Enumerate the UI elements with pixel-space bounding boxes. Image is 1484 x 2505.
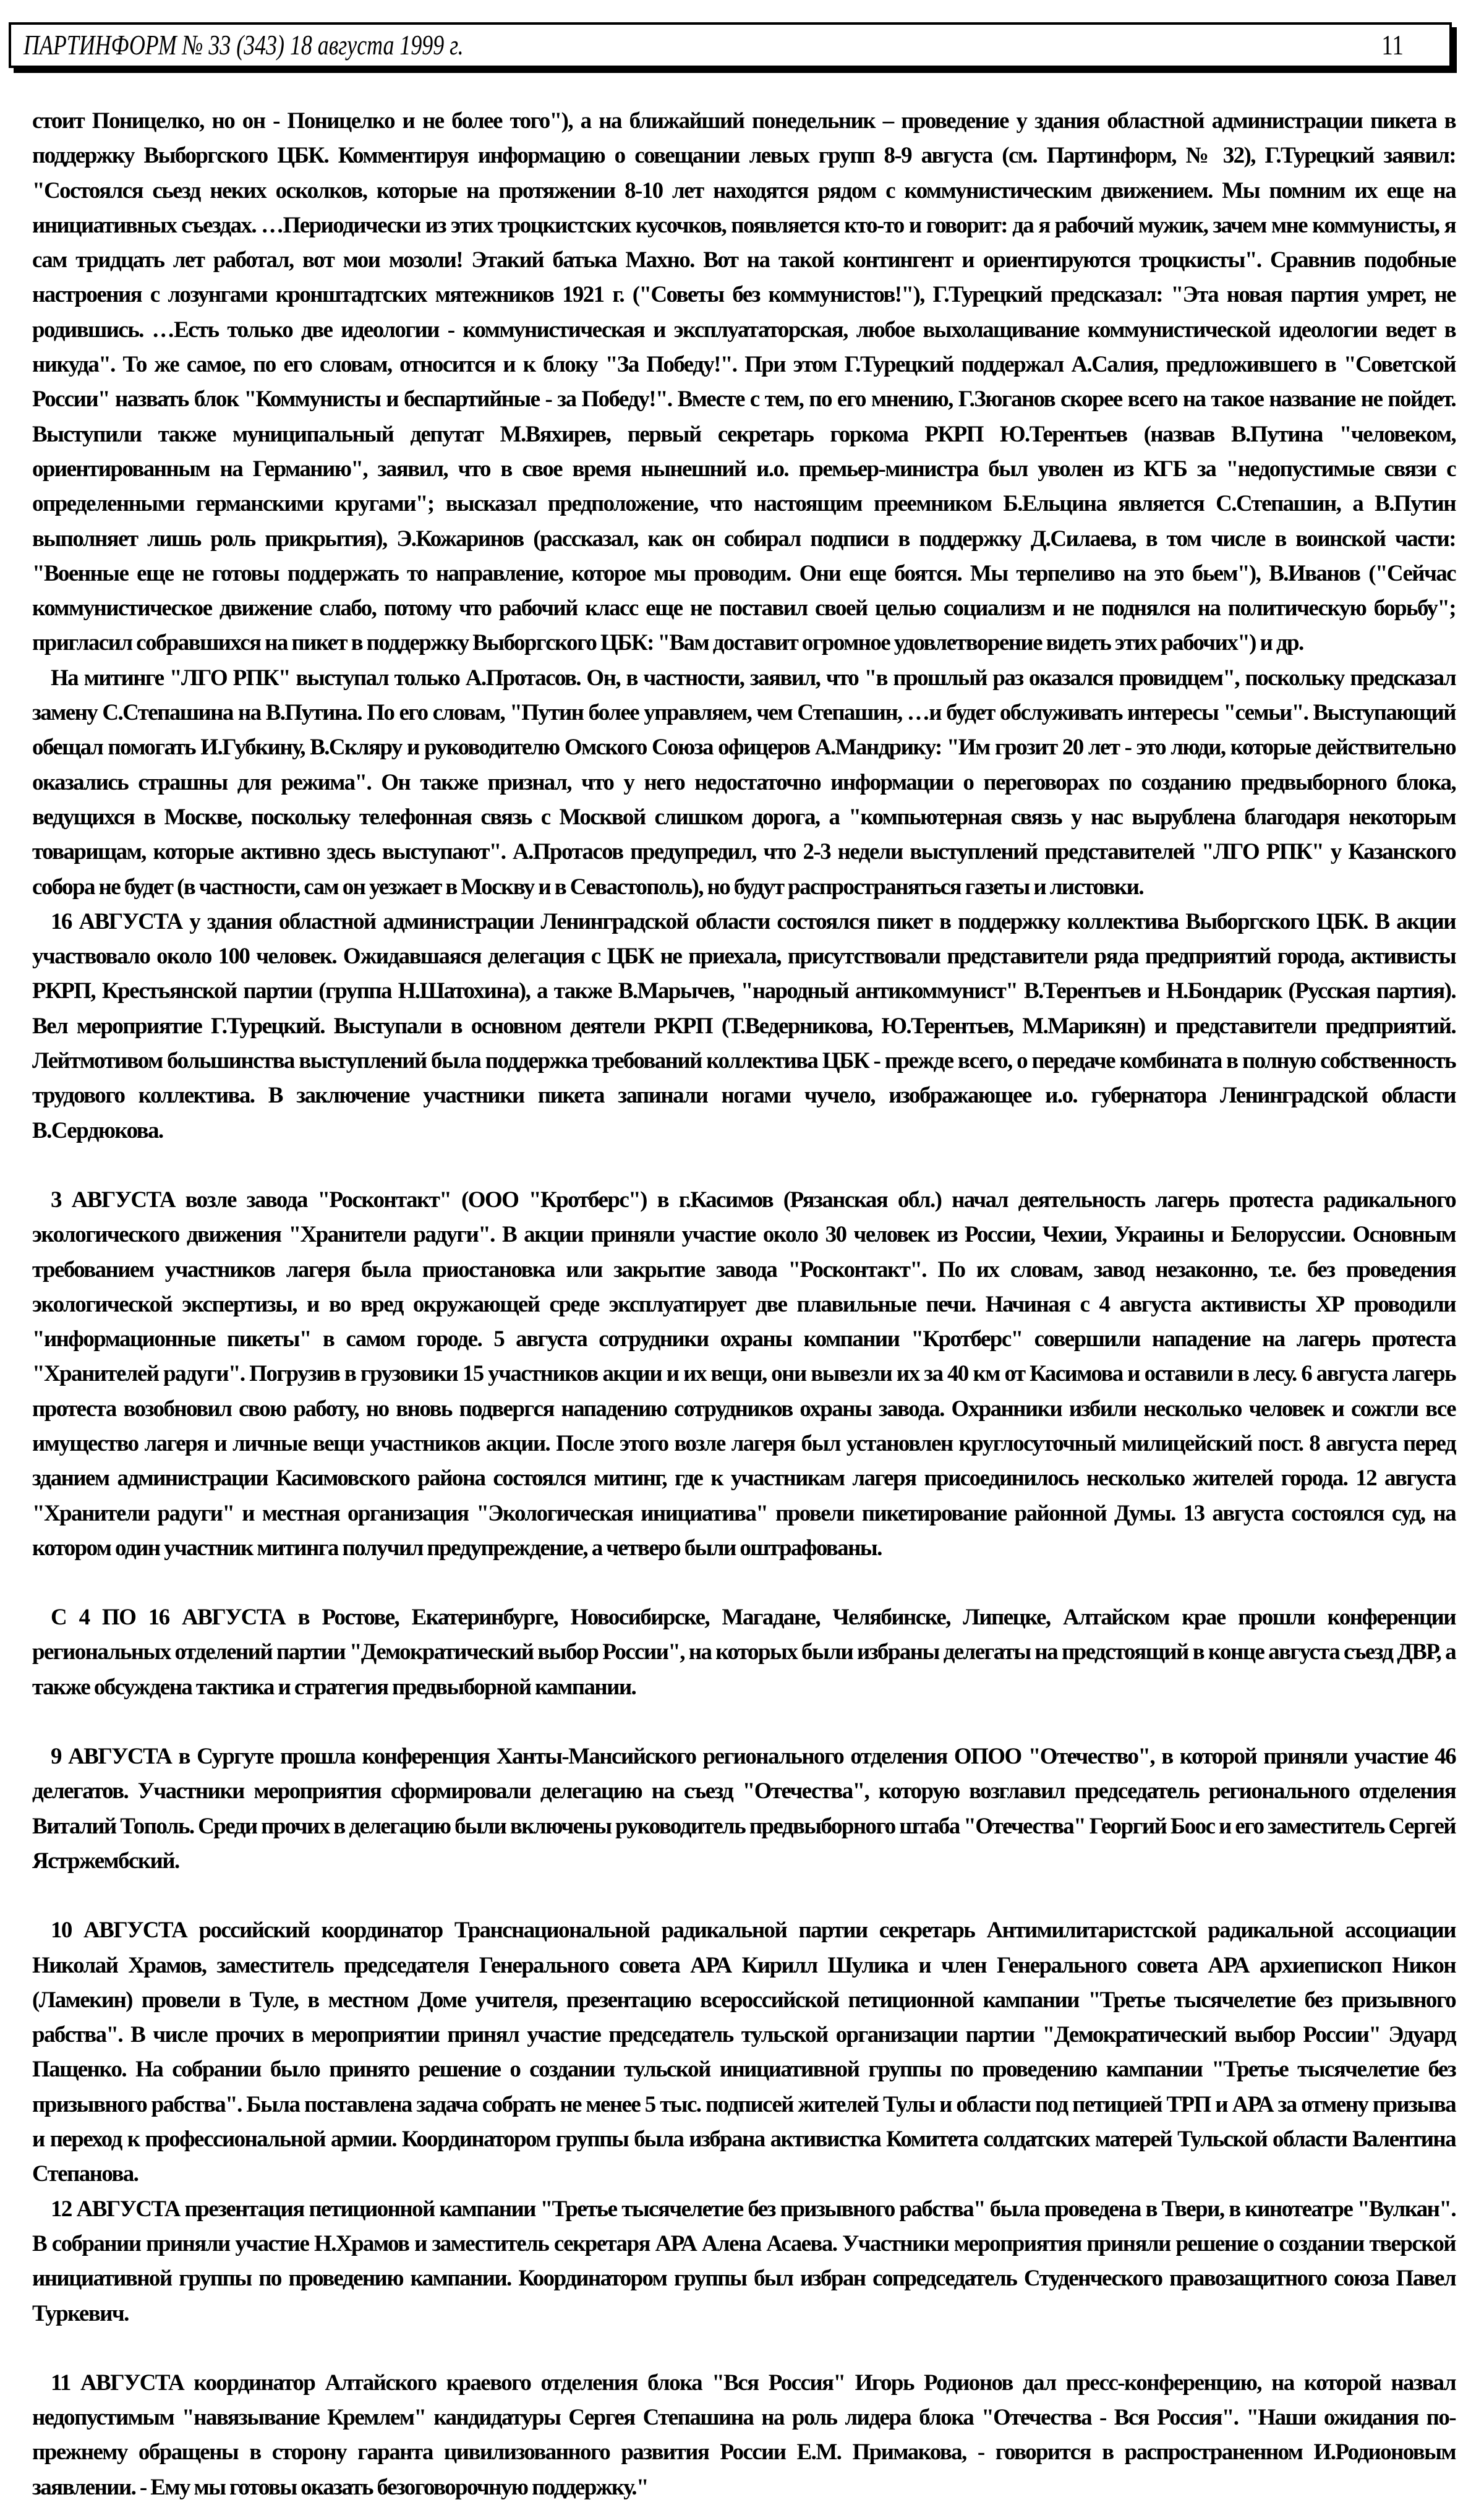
- paragraph-dvr-conferences: С 4 ПО 16 АВГУСТА в Ростове, Екатеринбурге, Новосибирске, Магадане, Челябинске, Липецке, Алтайском крае прошли конференции региональных отделений партии "Демократический выбор России", на которых были избраны делегаты на предстоящий в конце августа съезд ДВР, а также обсуждена тактика и стратегия предвыборной кампании.: [32, 1605, 1456, 1700]
- paragraph-aug10-tula: 10 АВГУСТА российский координатор Транснациональной радикальной партии секретарь Антимилитаристской радикальной ассоциации Николай Храмов, заместитель председателя Генерального совета АРА Кирилл Шулика и член Генерального совета АРА архиепископ Никон (Ламекин) провели в Туле, в местном Доме учителя, презентацию всероссийской петиционной кампании "Третье тысячелетие без призывного рабства". В числе прочих в мероприятии принял участие председатель тульской организации партии "Демократический выбор России" Эдуард Пащенко. На собрании было принято решение о создании тульской инициативной группы по проведению кампании "Третье тысячелетие без призывного рабства". Была поставлена задача собрать не менее 5 тыс. подписей жителей Тулы и области под петицией ТРП и АРА за отмену призыва и переход к профессиональной армии. Координатором группы была избрана активистка Комитета солдатских матерей Тульской области Валентина Степанова.: [32, 1918, 1456, 2187]
- paragraph-aug11-altai: 11 АВГУСТА координатор Алтайского краевого отделения блока "Вся Россия" Игорь Родионов дал пресс-конференцию, на которой назвал недопустимым "навязывание Кремлем" кандидатуры Сергея Степашина на роль лидера блока "Отечества - Вся Россия". "Наши ожидания по-прежнему обращены в сторону гаранта цивилизованного развития России Е.М. Примакова, - говорится в распространенном И.Родионовым заявлении. - Ему мы готовы оказать безоговорочную поддержку.": [32, 2370, 1456, 2500]
- paragraph-lgo-rpk-rally: На митинге "ЛГО РПК" выступал только А.Протасов. Он, в частности, заявил, что "в прошлый раз оказался провидцем", поскольку предсказал замену С.Степашина на В.Путина. По его словам, "Путин более управляем, чем Степашин, …и будет обслуживать интересы "семьи". Выступающий обещал помогать И.Губкину, В.Скляру и руководителю Омского Союза офицеров А.Мандрику: "Им грозит 20 лет - это люди, которые действительно оказались страшны для режима". Он также признал, что у него недостаточно информации о переговорах по созданию предвыборного блока, ведущихся в Москве, поскольку телефонная связь с Москвой слишком дорога, а "компьютерная связь у нас вырублена благодаря некоторым товарищам, которые активно здесь выступают". А.Протасов предупредил, что 2-3 недели выступлений представителей "ЛГО РПК" у Казанского собора не будет (в частности, сам он уезжает в Москву и в Севастополь), но будут распространяться газеты и листовки.: [32, 665, 1456, 900]
- page-number: 11: [1381, 29, 1404, 61]
- paragraph-turetsky-meeting: стоит Поницелко, но он - Поницелко и не более того"), а на ближайший понедельник – проведение у здания областной администрации пикета в поддержку Выборгского ЦБК. Комментируя информацию о совещании левых групп 8-9 августа (см. Партинформ, № 32), Г.Турецкий заявил: "Состоялся сьезд неких осколков, которые на протяжении 8-10 лет находятся рядом с коммунистическим движением. Мы помним их еще на инициативных съездах. …Периодически из этих троцкистских кусочков, появляется кто-то и говорит: да я рабочий мужик, зачем мне коммунисты, я сам тридцать лет работал, вот мои мозоли! Этакий батька Махно. Вот на такой контингент и ориентируются троцкисты". Сравнив подобные настроения с лозунгами кронштадтских мятежников 1921 г. ("Советы без коммунистов!"), Г.Турецкий предсказал: "Эта новая партия умрет, не родившись. …Есть только две идеологии - коммунистическая и эксплуататорская, любое выхолащивание коммунистической идеологии ведет в никуда". То же самое, по его словам, относится и к блоку "За Победу!". При этом Г.Турецкий поддержал А.Салия, предложившего в "Советской России" назвать блок "Коммунисты и беспартийные - за Победу!". Вместе с тем, по его мнению, Г.Зюганов скорее всего на такое название не пойдет. Выступили также муниципальный депутат М.Вяхирев, первый секретарь горкома РКРП Ю.Терентьев (назвав В.Путина "человеком, ориентированным на Германию", заявил, что в свое время нынешний и.о. премьер-министра был уволен из КГБ за "недопустимые связи с определенными германскими кругами"; высказал предположение, что настоящим преемником Б.Ельцина является С.Степашин, а В.Путин выполняет лишь роль прикрытия), Э.Кожаринов (рассказал, как он собирал подписи в поддержку Д.Силаева, в том числе в воинской части: "Военные еще не готовы поддержать то направление, которое мы проводим. Они еще боятся. Мы терпеливо на это бьем"), В.Иванов ("Сейчас коммунистическое движение слабо, потому что рабочий класс еще не поставил своей целью социализм и не поднялся на политическую борьбу"; пригласил собравшихся на пикет в поддержку Выборгского ЦБК: "Вам доставит огромное удовлетворение видеть этих рабочих") и др.: [32, 108, 1456, 656]
- paragraph-aug16-picket: 16 АВГУСТА у здания областной администрации Ленинградской области состоялся пикет в поддержку коллектива Выборгского ЦБК. В акции участвовало около 100 человек. Ожидавшаяся делегация с ЦБК не приехала, присутствовали представители ряда предприятий города, активисты РКРП, Крестьянской партии (группа Н.Шатохина), а также В.Марычев, "народный антикоммунист" В.Терентьев и Н.Бондарик (Русская партия). Вел мероприятие Г.Турецкий. Выступали в основном деятели РКРП (Т.Ведерникова, Ю.Терентьев, М.Марикян) и представители предприятий. Лейтмотивом большинства выступлений была поддержка требований коллектива ЦБК - прежде всего, о передаче комбината в полную собственность трудового коллектива. В заключение участники пикета запинали ногами чучело, изображающее и.о. губернатора Ленинградской области В.Сердюкова.: [32, 908, 1456, 1143]
- paragraph-aug12-tver: 12 АВГУСТА презентация петиционной кампании "Третье тысячелетие без призывного рабства" была проведена в Твери, в кинотеатре "Вулкан". В собрании приняли участие Н.Храмов и заместитель секретаря АРА Алена Асаева. Участники мероприятия приняли решение о создании тверской инициативной группы по проведению кампании. Координатором группы был избран сопредседатель Студенческого правозащитного союза Павел Туркевич.: [32, 2196, 1456, 2326]
- paragraph-aug9-surgut: 9 АВГУСТА в Сургуте прошла конференция Ханты-Мансийского регионального отделения ОПОО "Отечество", в которой приняли участие 46 делегатов. Участники мероприятия сформировали делегацию на съезд "Отечества", которую возглавил председатель регионального отделения Виталий Тополь. Среди прочих в делегацию были включены руководитель предвыборного штаба "Отечества" Георгий Боос и его заместитель Сергей Ястржембский.: [32, 1744, 1456, 1874]
- page-header: [9, 22, 1452, 68]
- article-body: [32, 104, 1456, 2505]
- paragraph-aug3-kasimov: 3 АВГУСТА возле завода "Росконтакт" (ООО "Кротберс") в г.Касимов (Рязанская обл.) начал деятельность лагерь протеста радикального экологического движения "Хранители радуги". В акции приняли участие около 30 человек из России, Чехии, Украины и Белоруссии. Основным требованием участников лагеря была приостановка или закрытие завода "Росконтакт". По их словам, завод незаконно, т.е. без проведения экологической экспертизы, и во вред окружающей среде эксплуатирует две плавильные печи. Начиная с 4 августа активисты ХР проводили "информационные пикеты" в самом городе. 5 августа сотрудники охраны компании "Кротберс" совершили нападение на лагерь протеста "Хранителей радуги". Погрузив в грузовики 15 участников акции и их вещи, они вывезли их за 40 км от Касимова и оставили в лесу. 6 августа лагерь протеста возобновил свою работу, но вновь подвергся нападению сотрудников охраны завода. Охранники избили несколько человек и сожгли все имущество лагеря и личные вещи участников акции. После этого возле лагеря был установлен круглосуточный милицейский пост. 8 августа перед зданием администрации Касимовского района состоялся митинг, где к участникам лагеря присоединилось несколько жителей города. 12 августа "Хранители радуги" и местная организация "Экологическая инициатива" провели пикетирование районной Думы. 13 августа состоялся суд, на котором один участник митинга получил предупреждение, а четверо были оштрафованы.: [32, 1187, 1456, 1561]
- publication-title: ПАРТИНФОРМ № 33 (343) 18 августа 1999 г.: [23, 29, 464, 61]
